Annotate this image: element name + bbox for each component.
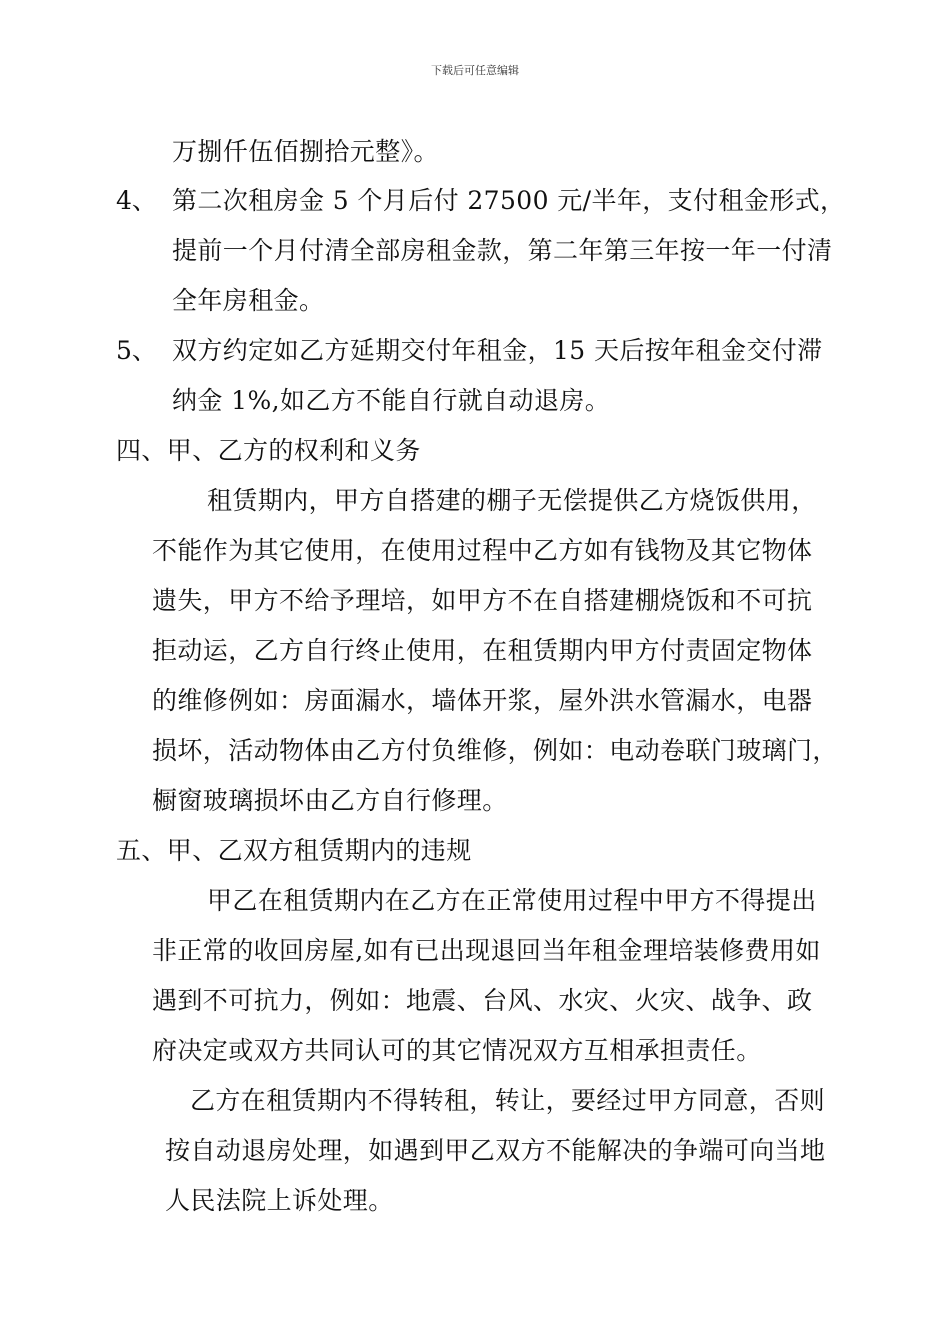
section-heading-5: 五、甲、乙双方租赁期内的违规 bbox=[116, 836, 472, 865]
text-line-9: 遗失，甲方不给予理培，如甲方不在自搭建棚烧饭和不可抗 bbox=[152, 586, 813, 615]
item-number-4: 4、 bbox=[116, 186, 157, 215]
text-line-17: 府决定或双方共同认可的其它情况双方互相承担责任。 bbox=[152, 1036, 762, 1065]
text-line-1: 万捌仟伍佰捌拾元整》。 bbox=[172, 137, 439, 166]
text-line-2: 第二次租房金 5 个月后付 27500 元/半年，支付租金形式， bbox=[172, 186, 846, 215]
text-line-8: 不能作为其它使用，在使用过程中乙方如有钱物及其它物体 bbox=[152, 536, 813, 565]
text-line-16: 遇到不可抗力，例如：地震、台风、水灾、火灾、战争、政 bbox=[152, 986, 813, 1015]
page-header: 下载后可任意编辑 bbox=[431, 64, 519, 77]
text-line-11: 的维修例如：房面漏水，墙体开浆，屋外洪水管漏水，电器 bbox=[152, 686, 813, 715]
text-line-7: 租赁期内，甲方自搭建的棚子无偿提供乙方烧饭供用， bbox=[207, 486, 817, 515]
text-line-10: 拒动运，乙方自行终止使用，在租赁期内甲方付责固定物体 bbox=[152, 636, 813, 665]
text-line-4: 全年房租金。 bbox=[172, 286, 325, 315]
section-heading-4: 四、甲、乙方的权利和义务 bbox=[116, 436, 421, 465]
item-number-5: 5、 bbox=[116, 336, 157, 365]
text-line-15: 非正常的收回房屋,如有已出现退回当年租金理培装修费用如 bbox=[152, 936, 821, 965]
text-line-13: 橱窗玻璃损坏由乙方自行修理。 bbox=[152, 786, 508, 815]
text-line-20: 人民法院上诉处理。 bbox=[165, 1186, 394, 1215]
text-line-6: 纳金 1%,如乙方不能自行就自动退房。 bbox=[172, 386, 611, 415]
text-line-19: 按自动退房处理，如遇到甲乙双方不能解决的争端可向当地 bbox=[165, 1136, 826, 1165]
text-line-12: 损坏，活动物体由乙方付负维修，例如：电动卷联门玻璃门， bbox=[152, 736, 838, 765]
text-line-3: 提前一个月付清全部房租金款，第二年第三年按一年一付清 bbox=[172, 236, 833, 265]
text-line-14: 甲乙在租赁期内在乙方在正常使用过程中甲方不得提出 bbox=[207, 886, 817, 915]
text-line-18: 乙方在租赁期内不得转租，转让，要经过甲方同意，否则 bbox=[190, 1086, 826, 1115]
text-line-5: 双方约定如乙方延期交付年租金，15 天后按年租金交付滞 bbox=[172, 336, 823, 365]
